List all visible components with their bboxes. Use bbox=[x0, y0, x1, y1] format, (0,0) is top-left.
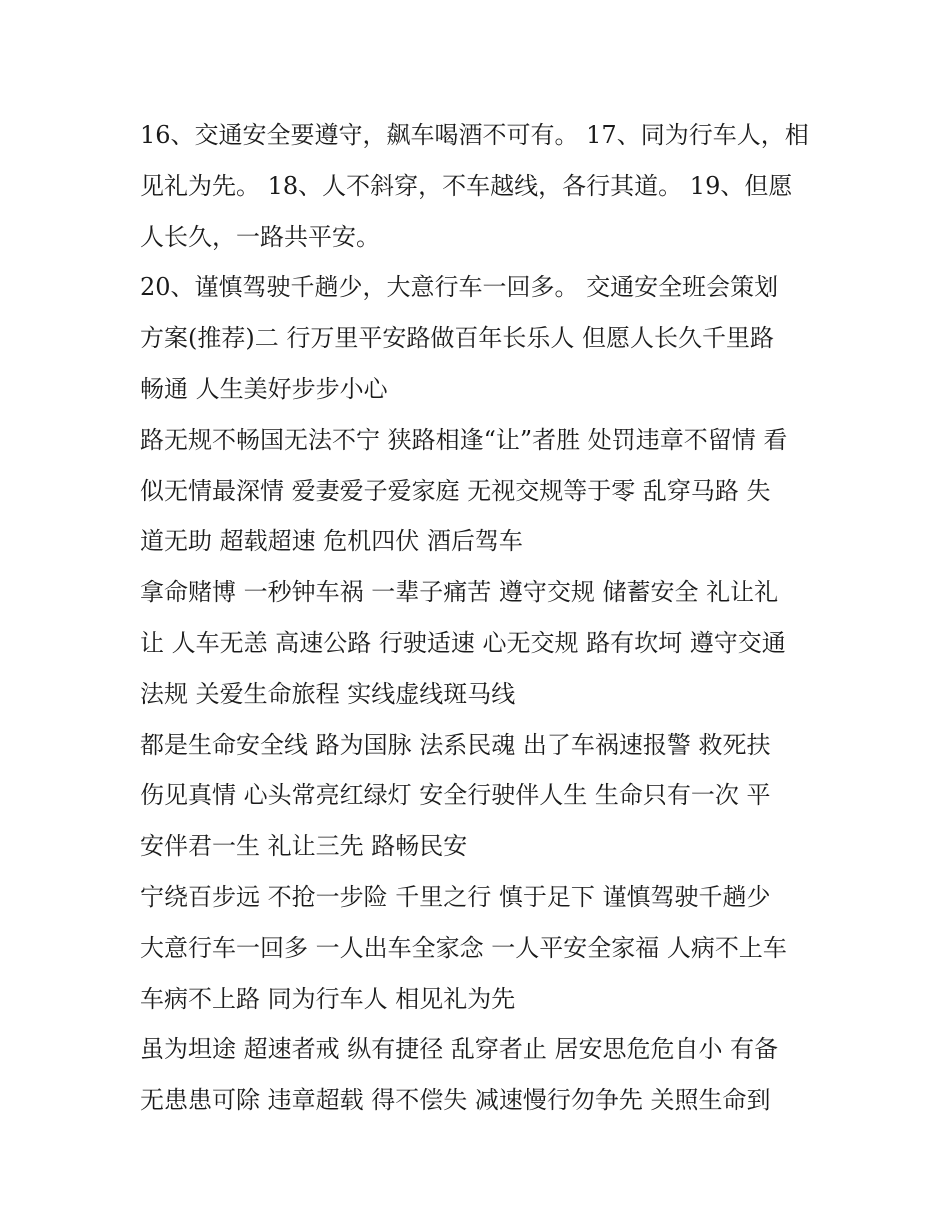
text-line: 拿命赌博 一秒钟车祸 一辈子痛苦 遵守交规 储蓄安全 礼让礼 bbox=[140, 578, 779, 607]
text-line: 大意行车一回多 一人出车全家念 一人平安全家福 人病不上车 bbox=[140, 933, 787, 962]
text-line: 似无情最深情 爱妻爱子爱家庭 无视交规等于零 乱穿马路 失 bbox=[140, 476, 771, 505]
text-line: 无患患可除 违章超载 得不偿失 减速慢行勿争先 关照生命到 bbox=[140, 1086, 771, 1115]
text-line: 路无规不畅国无法不宁 狭路相逢“让”者胜 处罚违章不留情 看 bbox=[140, 425, 788, 454]
paragraph-6 bbox=[140, 872, 830, 1024]
paragraph-5 bbox=[140, 720, 830, 872]
text-line: 方案(推荐)二 行万里平安路做百年长乐人 但愿人长久千里路 bbox=[140, 324, 774, 353]
paragraph-4 bbox=[140, 567, 830, 719]
text-line: 法规 关爱生命旅程 实线虚线斑马线 bbox=[140, 679, 516, 708]
text-line: 人长久，一路共平安。 bbox=[140, 222, 380, 251]
text-line: 16、交通安全要遵守，飙车喝酒不可有。 17、同为行车人，相 bbox=[140, 121, 809, 149]
text-line: 宁绕百步远 不抢一步险 千里之行 慎于足下 谨慎驾驶千趟少 bbox=[140, 882, 771, 911]
paragraph-2 bbox=[140, 262, 830, 414]
text-line: 见礼为先。 18、人不斜穿，不车越线，各行其道。 19、但愿 bbox=[140, 171, 793, 200]
text-line: 都是生命安全线 路为国脉 法系民魂 出了车祸速报警 救死扶 bbox=[140, 730, 771, 759]
text-line: 道无助 超载超速 危机四伏 酒后驾车 bbox=[140, 527, 523, 556]
body-text bbox=[140, 110, 830, 1126]
paragraph-1 bbox=[140, 110, 830, 262]
text-line: 畅通 人生美好步步小心 bbox=[140, 374, 388, 403]
text-line: 安伴君一生 礼让三先 路畅民安 bbox=[140, 832, 468, 861]
text-line: 虽为坦途 超速者戒 纵有捷径 乱穿者止 居安思危危自小 有备 bbox=[140, 1035, 779, 1064]
text-line: 20、谨慎驾驶千趟少，大意行车一回多。 交通安全班会策划 bbox=[140, 273, 779, 302]
text-line: 让 人车无恙 高速公路 行驶适速 心无交规 路有坎坷 遵守交通 bbox=[140, 628, 786, 657]
paragraph-3 bbox=[140, 415, 830, 567]
text-line: 伤见真情 心头常亮红绿灯 安全行驶伴人生 生命只有一次 平 bbox=[140, 781, 771, 810]
text-line: 车病不上路 同为行车人 相见礼为先 bbox=[140, 984, 516, 1013]
paragraph-7 bbox=[140, 1024, 830, 1126]
